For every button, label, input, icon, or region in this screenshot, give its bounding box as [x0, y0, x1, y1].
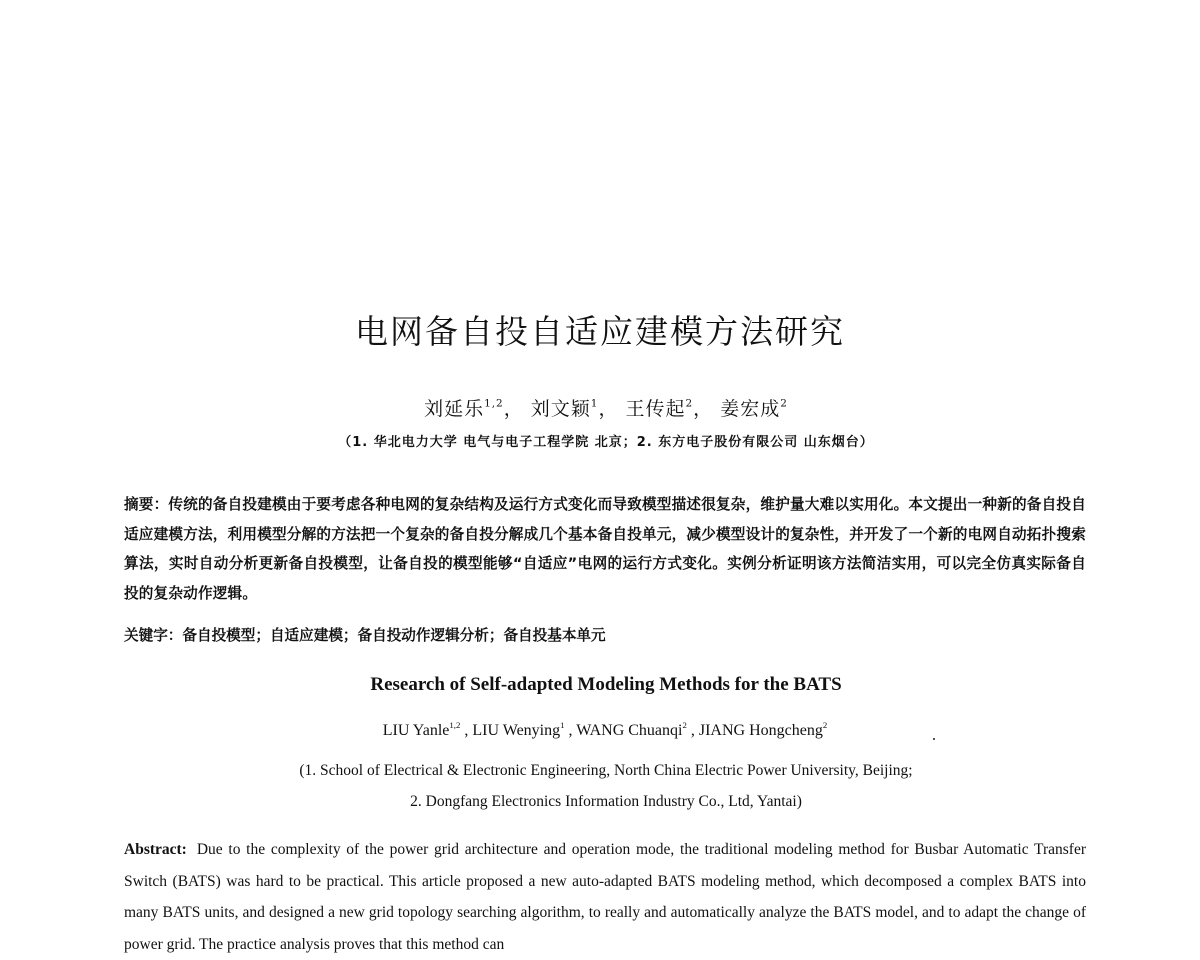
scan-speck — [933, 738, 935, 740]
english-abstract — [124, 834, 1086, 960]
chinese-affiliation: （1. 华北电力大学 电气与电子工程学院 北京；2. 东方电子股份有限公司 山东烟台） — [338, 435, 874, 450]
author-name: 刘文颖 — [530, 398, 591, 420]
author-separator: ， — [503, 398, 524, 420]
author-name: LIU Wenying — [472, 722, 561, 739]
author-separator: , — [686, 722, 699, 739]
keywords-text: 备自投模型；自适应建模；备自投动作逻辑分析；备自投基本单元 — [182, 627, 606, 644]
author-separator: , — [460, 722, 473, 739]
author-name: WANG Chuanqi — [576, 722, 683, 739]
author-name: 姜宏成 — [720, 398, 781, 420]
chinese-title: 电网备自投自适应建模方法研究 — [355, 312, 845, 351]
author-separator: ， — [598, 398, 619, 420]
author-name: JIANG Hongcheng — [698, 722, 823, 739]
affiliation-line: 2. Dongfang Electronics Information Industry Co., Ltd, Yantai) — [410, 793, 802, 810]
author-affiliation-mark: 1,2 — [449, 719, 461, 730]
abstract-label: Abstract: — [124, 841, 187, 858]
abstract-text: Due to the complexity of the power grid architecture and operation mode, the traditional modeling method for Busbar Automatic Transfer Switch (BATS) was hard to be practical. This article proposed a new auto-adapted BATS modeling method, which decomposed a complex BATS into many BATS units, and designed a new grid topology searching algorithm, to really and automatically analyze the BATS model, and to adapt the change of power grid. The practice analysis proves that this method can — [124, 841, 1086, 953]
author-separator: , — [564, 722, 577, 739]
author-affiliation-mark: 2 — [822, 719, 828, 730]
english-title: Research of Self-adapted Modeling Methods for the BATS — [370, 674, 842, 695]
english-affiliation — [0, 755, 1200, 817]
author-affiliation-mark: 2 — [682, 719, 687, 730]
author-affiliation-mark: 2 — [685, 397, 694, 410]
chinese-author-list — [0, 394, 1200, 421]
abstract-text: 传统的备自投建模由于要考虑各种电网的复杂结构及运行方式变化而导致模型描述很复杂，维护量大难以实用化。本文提出一种新的备自投自适应建模方法，利用模型分解的方法把一个复杂的备自投分解成几个基本备自投单元，减少模型设计的复杂性，并开发了一个新的电网自动拓扑搜索算法，实时自动分析更新备自投模型，让备自投的模型能够“自适应”电网的运行方式变化。实例分析证明该方法简洁实用，可以完全仿真实际备自投的复杂动作逻辑。 — [124, 496, 1086, 602]
author-affiliation-mark: 1 — [590, 397, 599, 410]
english-author-list — [0, 719, 1200, 740]
keywords-label: 关键字： — [124, 627, 183, 644]
chinese-keywords — [124, 624, 1086, 648]
affiliation-line: (1. School of Electrical & Electronic Engineering, North China Electric Power University, Beijing; — [299, 762, 913, 779]
author-separator: ， — [693, 398, 714, 420]
chinese-abstract — [124, 490, 1086, 608]
abstract-label: 摘要： — [124, 496, 169, 513]
author-name: 刘延乐 — [424, 398, 485, 420]
author-affiliation-mark: 1 — [560, 719, 565, 730]
author-name: LIU Yanle — [382, 722, 450, 739]
author-affiliation-mark: 1,2 — [484, 397, 504, 410]
author-name: 王传起 — [625, 398, 686, 420]
author-affiliation-mark: 2 — [780, 397, 788, 410]
